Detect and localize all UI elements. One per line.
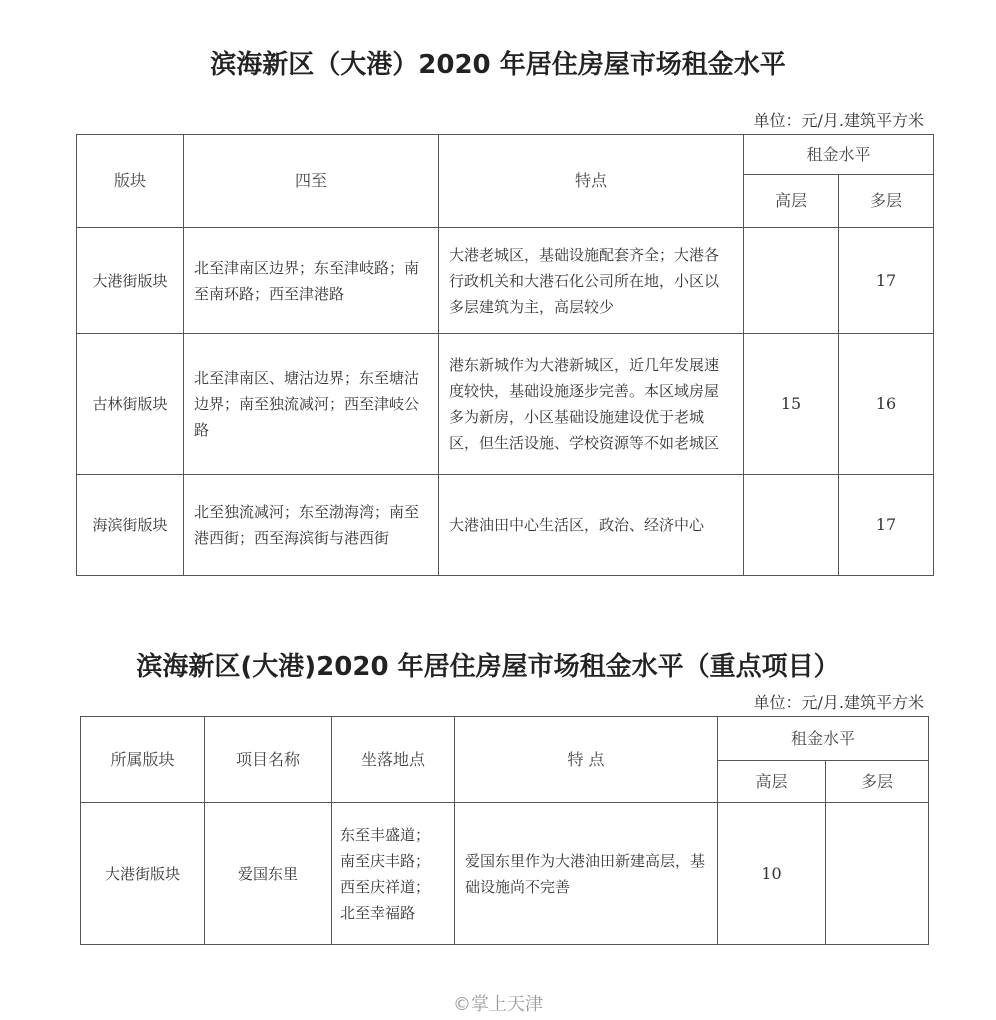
watermark: ©掌上天津 bbox=[453, 994, 543, 1015]
row-high: 10 bbox=[718, 803, 826, 945]
row-high bbox=[744, 475, 839, 576]
row-block: 大港街版块 bbox=[81, 803, 205, 945]
key-project-table bbox=[80, 716, 929, 945]
row-boundary: 北至独流减河；东至渤海湾；南至港西街；西至海滨街与港西街 bbox=[184, 475, 439, 576]
header-block: 所属版块 bbox=[81, 717, 205, 803]
row-high: 15 bbox=[744, 334, 839, 475]
row-boundary: 北至津南区边界；东至津岐路；南至南环路；西至津港路 bbox=[184, 228, 439, 334]
header-multi: 多层 bbox=[839, 175, 934, 228]
header-rent: 租金水平 bbox=[718, 717, 929, 761]
header-features: 特点 bbox=[439, 135, 744, 228]
header-features: 特 点 bbox=[455, 717, 718, 803]
location-line: 南至庆丰路； bbox=[340, 851, 431, 870]
table2-unit: 单位：元/月.建筑平方米 bbox=[753, 693, 924, 712]
row-high bbox=[744, 228, 839, 334]
location-line: 东至丰盛道； bbox=[340, 825, 431, 844]
row-features: 大港油田中心生活区，政治、经济中心 bbox=[439, 475, 744, 576]
row-location bbox=[332, 803, 455, 945]
header-block: 版块 bbox=[77, 135, 184, 228]
location-line: 北至幸福路 bbox=[340, 903, 416, 922]
row-project: 爱国东里 bbox=[205, 803, 332, 945]
rent-table bbox=[76, 134, 934, 576]
header-high: 高层 bbox=[744, 175, 839, 228]
table1-title: 滨海新区（大港）2020 年居住房屋市场租金水平 bbox=[210, 50, 786, 80]
header-high: 高层 bbox=[718, 761, 826, 803]
table-row bbox=[77, 475, 934, 576]
row-features: 大港老城区，基础设施配套齐全；大港各行政机关和大港石化公司所在地，小区以多层建筑为主，高层较少 bbox=[439, 228, 744, 334]
table-row bbox=[81, 803, 929, 945]
header-rent: 租金水平 bbox=[744, 135, 934, 175]
header-project: 项目名称 bbox=[205, 717, 332, 803]
row-features: 港东新城作为大港新城区，近几年发展速度较快，基础设施逐步完善。本区域房屋多为新房，小区基础设施建设优于老城区，但生活设施、学校资源等不如老城区 bbox=[439, 334, 744, 475]
row-block: 海滨街版块 bbox=[77, 475, 184, 576]
row-block: 大港街版块 bbox=[77, 228, 184, 334]
row-multi: 17 bbox=[839, 475, 934, 576]
location-line: 西至庆祥道； bbox=[340, 877, 431, 896]
row-multi bbox=[826, 803, 929, 945]
table1-unit: 单位：元/月.建筑平方米 bbox=[753, 111, 924, 130]
row-multi: 16 bbox=[839, 334, 934, 475]
row-block: 古林街版块 bbox=[77, 334, 184, 475]
row-features: 爱国东里作为大港油田新建高层，基础设施尚不完善 bbox=[455, 803, 718, 945]
header-boundary: 四至 bbox=[184, 135, 439, 228]
table-row bbox=[77, 228, 934, 334]
row-multi: 17 bbox=[839, 228, 934, 334]
row-boundary: 北至津南区、塘沽边界；东至塘沽边界；南至独流减河；西至津岐公路 bbox=[184, 334, 439, 475]
table2-title: 滨海新区(大港)2020 年居住房屋市场租金水平（重点项目） bbox=[136, 652, 840, 682]
header-location: 坐落地点 bbox=[332, 717, 455, 803]
header-multi: 多层 bbox=[826, 761, 929, 803]
table-row bbox=[77, 334, 934, 475]
